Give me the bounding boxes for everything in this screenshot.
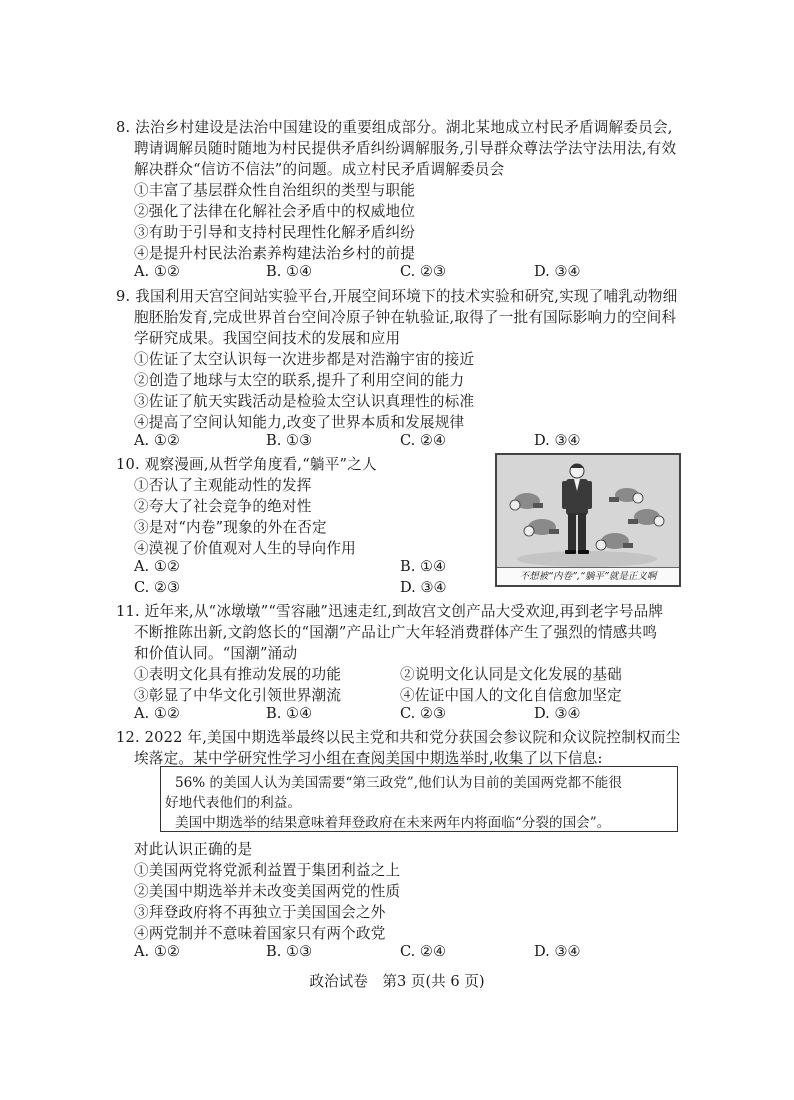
q11-stem-line-3: 和价值认同。“国潮”涌动 — [134, 645, 298, 662]
q11-option-d[interactable]: D. ③④ — [534, 705, 581, 722]
q9-option-b[interactable]: B. ①③ — [266, 432, 313, 449]
q11-item-4: ④佐证中国人的文化自信愈加坚定 — [400, 687, 622, 704]
q12-stem-line-1: 12. 2022 年,美国中期选举最终以民主党和共和党分获国会参议院和众议院控制权而尘 — [116, 729, 681, 746]
q11-item-2: ②说明文化认同是文化发展的基础 — [400, 666, 622, 683]
q8-item-1: ①丰富了基层群众性自治组织的类型与职能 — [134, 182, 416, 199]
q10-option-c[interactable]: C. ②③ — [134, 579, 181, 596]
q8-stem-line-2: 聘请调解员随时随地为村民提供矛盾纠纷调解服务,引导群众尊法学法守法用法,有效 — [134, 140, 677, 157]
q8-option-b[interactable]: B. ①④ — [266, 263, 313, 280]
q9-option-c[interactable]: C. ②④ — [400, 432, 447, 449]
q10-item-3: ③是对“内卷”现象的外在否定 — [134, 519, 327, 536]
q12-box-line-3: 美国中期选举的结果意味着拜登政府在未来两年内将面临“分裂的国会”。 — [175, 815, 611, 831]
q10-item-4: ④漠视了价值观对人生的导向作用 — [134, 540, 356, 557]
q10-option-b[interactable]: B. ①④ — [400, 558, 447, 575]
q9-stem-line-1: 9. 我国利用天宫空间站实验平台,开展空间环境下的技术实验和研究,实现了哺乳动物细 — [116, 288, 678, 305]
q8-stem-line-1: 8. 法治乡村建设是法治中国建设的重要组成部分。湖北某地成立村民矛盾调解委员会, — [116, 119, 673, 136]
page-footer: 政治试卷 第3 页(共 6 页) — [309, 973, 485, 990]
q8-item-2: ②强化了法律在化解社会矛盾中的权威地位 — [134, 203, 416, 220]
q8-option-d[interactable]: D. ③④ — [534, 263, 581, 280]
cartoon-image — [495, 453, 681, 587]
q11-stem-line-2: 不断推陈出新,文韵悠长的“国潮”产品让广大年轻消费群体产生了强烈的情感共鸣 — [134, 624, 658, 641]
q12-box-line-2: 好地代表他们的利益。 — [165, 795, 301, 811]
q9-option-d[interactable]: D. ③④ — [534, 432, 581, 449]
q9-item-1: ①佐证了太空认识每一次进步都是对浩瀚宇宙的接近 — [134, 351, 475, 368]
q11-option-b[interactable]: B. ①④ — [266, 705, 313, 722]
q11-option-c[interactable]: C. ②③ — [400, 705, 447, 722]
q12-stem-line-2: 埃落定。某中学研究性学习小组在查阅美国中期选举时,收集了以下信息: — [134, 750, 603, 767]
q10-item-1: ①否认了主观能动性的发挥 — [134, 477, 312, 494]
q12-option-b[interactable]: B. ①③ — [266, 943, 313, 960]
q12-item-2: ②美国中期选举并未改变美国两党的性质 — [134, 883, 401, 900]
q9-option-a[interactable]: A. ①② — [134, 432, 180, 449]
q12-option-d[interactable]: D. ③④ — [534, 943, 581, 960]
q10-stem: 10. 观察漫画,从哲学角度看,“躺平”之人 — [116, 456, 377, 473]
q8-item-4: ④是提升村民法治素养构建法治乡村的前提 — [134, 245, 416, 262]
q9-item-4: ④提高了空间认知能力,改变了世界本质和发展规律 — [134, 414, 465, 431]
q9-stem-line-2: 胞胚胎发育,完成世界首台空间冷原子钟在轨验证,取得了一批有国际影响力的空间科 — [134, 309, 677, 326]
q12-option-a[interactable]: A. ①② — [134, 943, 180, 960]
q8-item-3: ③有助于引导和支持村民理性化解矛盾纠纷 — [134, 224, 416, 241]
q11-option-a[interactable]: A. ①② — [134, 705, 180, 722]
q11-stem-line-1: 11. 近年来,从“冰墩墩”“雪容融”迅速走红,到故宫文创产品大受欢迎,再到老字号品牌 — [116, 603, 664, 620]
cartoon-drawing — [497, 455, 679, 568]
q12-item-3: ③拜登政府将不再独立于美国国会之外 — [134, 904, 386, 921]
q12-info-box — [160, 766, 678, 832]
q12-option-c[interactable]: C. ②④ — [400, 943, 447, 960]
q12-item-1: ①美国两党将党派利益置于集团利益之上 — [134, 862, 401, 879]
q11-item-1: ①表明文化具有推动发展的功能 — [134, 666, 342, 683]
q10-item-2: ②夸大了社会竞争的绝对性 — [134, 498, 312, 515]
q10-option-d[interactable]: D. ③④ — [400, 579, 447, 596]
q12-lead: 对此认识正确的是 — [134, 841, 253, 858]
q8-option-a[interactable]: A. ①② — [134, 263, 180, 280]
q8-stem-line-3: 解决群众“信访不信法”的问题。成立村民矛盾调解委员会 — [134, 161, 505, 178]
q11-item-3: ③彰显了中华文化引领世界潮流 — [134, 687, 342, 704]
q12-box-line-1: 56% 的美国人认为美国需要“第三政党”,他们认为目前的美国两党都不能很 — [175, 775, 622, 791]
q12-item-4: ④两党制并不意味着国家只有两个政党 — [134, 925, 386, 942]
q10-option-a[interactable]: A. ①② — [134, 558, 180, 575]
cartoon-caption: 不想被“内卷”,“躺平”就是正义啊 — [497, 567, 679, 585]
q9-item-2: ②创造了地球与太空的联系,提升了利用空间的能力 — [134, 372, 465, 389]
q9-stem-line-3: 学研究成果。我国空间技术的发展和应用 — [134, 330, 401, 347]
q9-item-3: ③佐证了航天实践活动是检验太空认识真理性的标准 — [134, 393, 475, 410]
q8-option-c[interactable]: C. ②③ — [400, 263, 447, 280]
